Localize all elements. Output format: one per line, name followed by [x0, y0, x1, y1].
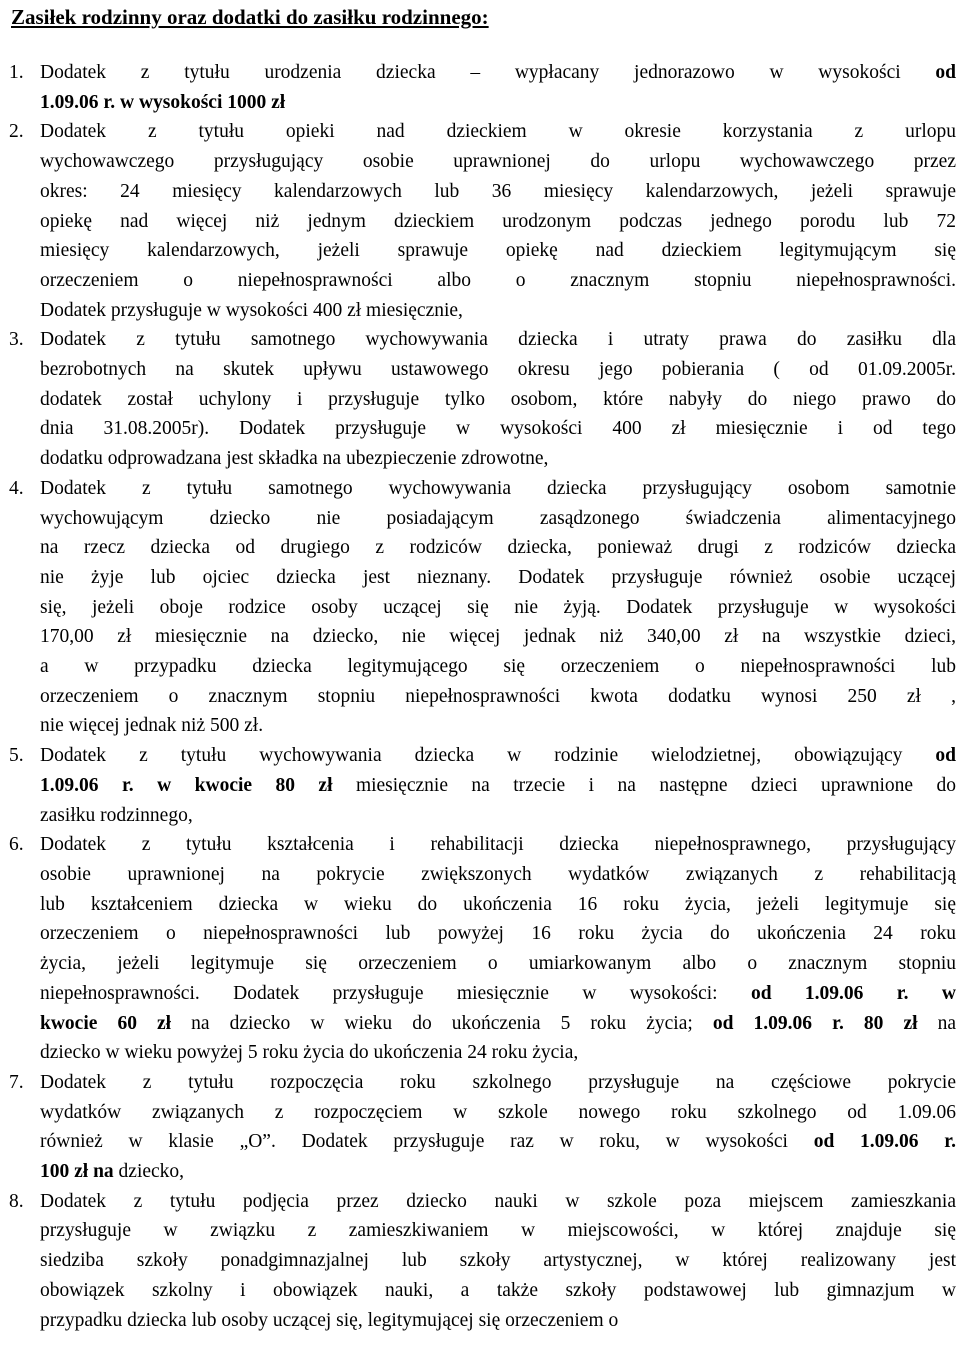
text-line	[40, 236, 956, 266]
benefits-list	[0, 58, 960, 1335]
list-item-number: 7.	[9, 1071, 24, 1093]
text-line	[40, 1276, 956, 1306]
list-item-text	[40, 325, 956, 474]
text-segment: a w przypadku dziecka legitymującego się orzeczeniem o niepełnosprawności lub	[40, 656, 956, 678]
text-segment: Dodatek z tytułu rozpoczęcia roku szkolnego przysługuje na częściowe pokrycie	[40, 1071, 956, 1093]
text-line	[40, 682, 956, 712]
list-item-text	[40, 830, 956, 1068]
bold-text-segment: od 1.09.06 r. w	[750, 982, 956, 1004]
text-segment: wydatków związanych z rozpoczęciem w szkole nowego roku szkolnego od 1.09.06	[40, 1101, 956, 1123]
text-segment: bezrobotnych na skutek upływu ustawowego okresu jego pobierania ( od 01.09.2005r.	[40, 359, 956, 381]
text-segment: siedziba szkoły ponadgimnazjalnej lub szkoły artystycznej, w której realizowany jest	[40, 1250, 956, 1272]
text-line	[40, 504, 956, 534]
text-line	[40, 563, 956, 593]
text-line	[40, 711, 956, 741]
text-line	[40, 919, 956, 949]
text-segment: na dziecko w wieku do ukończenia 5 roku życia;	[171, 1012, 713, 1034]
text-segment: orzeczeniem o znacznym stopniu niepełnosprawności kwota dodatku wynosi 250 zł ,	[40, 685, 956, 707]
text-segment: niepełnosprawności. Dodatek przysługuje miesięcznie w wysokości:	[40, 982, 751, 1004]
text-line	[40, 1246, 956, 1276]
list-item	[0, 1068, 960, 1187]
bold-text-segment: kwocie 60 zł	[40, 1012, 172, 1034]
text-line	[40, 207, 956, 237]
text-line	[40, 1038, 956, 1068]
text-segment: dodatek został uchylony i przysługuje tylko osobom, które nabyły do niego prawo do	[40, 388, 956, 410]
text-line	[40, 117, 956, 147]
text-line	[40, 414, 956, 444]
text-segment: również w klasie „O”. Dodatek przysługuje raz w roku, w wysokości	[40, 1131, 814, 1153]
list-item	[0, 830, 960, 1068]
text-line	[40, 533, 956, 563]
text-segment: opiekę nad więcej niż jednym dzieckiem urodzonym podczas jednego porodu lub 72	[40, 210, 956, 232]
bold-text-segment: od 1.09.06 r. 80 zł	[712, 1012, 918, 1034]
text-line	[40, 325, 956, 355]
text-line	[40, 1127, 956, 1157]
text-segment: zasiłku rodzinnego,	[40, 804, 193, 826]
text-segment: nie żyje lub ojciec dziecka jest nieznany. Dodatek przysługuje również osobie uczącej	[40, 566, 956, 588]
text-line	[40, 860, 956, 890]
list-item-number: 6.	[9, 834, 24, 856]
text-segment: orzeczeniem o niepełnosprawności lub powyżej 16 roku życia do ukończenia 24 roku	[40, 923, 956, 945]
list-item-number: 1.	[9, 62, 24, 83]
list-item-text	[40, 1068, 956, 1187]
text-line	[40, 890, 956, 920]
text-line	[40, 58, 956, 88]
text-line	[40, 385, 956, 415]
list-item-number: 5.	[9, 745, 24, 767]
text-segment: wychowującym dziecko nie posiadającym zasądzonego świadczenia alimentacyjnego	[40, 507, 956, 529]
text-line	[40, 1009, 956, 1039]
text-line	[40, 296, 956, 326]
text-line	[40, 1306, 956, 1336]
bold-text-segment: od	[935, 62, 956, 83]
text-line	[40, 771, 956, 801]
text-line	[40, 147, 956, 177]
list-item-text	[40, 1187, 956, 1336]
text-line	[40, 801, 956, 831]
text-line	[40, 622, 956, 652]
text-segment: Dodatek z tytułu samotnego wychowywania dziecka przysługujący osobom samotnie	[40, 477, 956, 499]
bold-text-segment: od 1.09.06 r.	[813, 1131, 956, 1153]
bold-text-segment: 1.09.06 r. w wysokości 1000 zł	[40, 91, 286, 113]
bold-text-segment: od	[935, 745, 956, 767]
list-item	[0, 1187, 960, 1336]
list-item	[0, 325, 960, 474]
document-heading: Zasiłek rodzinny oraz dodatki do zasiłku rodzinnego:	[11, 5, 489, 29]
text-segment: Dodatek z tytułu kształcenia i rehabilitacji dziecka niepełnosprawnego, przysługujący	[40, 834, 956, 856]
text-segment: Dodatek przysługuje w wysokości 400 zł miesięcznie,	[40, 299, 463, 321]
text-segment: na rzecz dziecka od drugiego z rodziców dziecka, ponieważ drugi z rodziców dziecka	[40, 537, 956, 559]
text-line	[40, 1068, 956, 1098]
text-line	[40, 979, 956, 1009]
text-segment: miesięcy kalendarzowych, jeżeli sprawuje opiekę nad dzieckiem legitymującym się	[40, 240, 956, 262]
text-segment: Dodatek z tytułu wychowywania dziecka w rodzinie wielodzietnej, obowiązujący	[40, 745, 936, 767]
text-segment: dziecko,	[113, 1161, 185, 1183]
list-item-number: 4.	[9, 477, 24, 499]
text-segment: osobie uprawnionej na pokrycie zwiększonych wydatków związanych z rehabilitacją	[40, 863, 956, 885]
list-item-text	[40, 474, 956, 741]
text-line	[40, 88, 956, 118]
list-item	[0, 58, 960, 117]
bold-text-segment: 100 zł na	[40, 1161, 114, 1183]
text-segment: się, jeżeli oboje rodzice osoby uczącej się nie żyją. Dodatek przysługuje w wysokości	[40, 596, 956, 618]
text-line	[40, 593, 956, 623]
text-line	[40, 1157, 956, 1187]
bold-text-segment: 1.09.06 r. w kwocie 80 zł	[40, 774, 333, 796]
text-segment: orzeczeniem o niepełnosprawności albo o znacznym stopniu niepełnosprawności.	[40, 269, 956, 291]
text-segment: przysługuje w związku z zamieszkiwaniem w miejscowości, w której znajduje się	[40, 1220, 956, 1242]
text-segment: okres: 24 miesięcy kalendarzowych lub 36 miesięcy kalendarzowych, jeżeli sprawuje	[40, 180, 956, 202]
text-segment: lub kształceniem dziecka w wieku do ukończenia 16 roku życia, jeżeli legitymuje się	[40, 893, 956, 915]
text-segment: na	[917, 1012, 956, 1034]
text-line	[40, 355, 956, 385]
text-segment: miesięcznie na trzecie i na następne dzieci uprawnione do	[332, 774, 956, 796]
text-line	[40, 1098, 956, 1128]
text-line	[40, 474, 956, 504]
text-line	[40, 1187, 956, 1217]
text-line	[40, 177, 956, 207]
text-line	[40, 266, 956, 296]
text-segment: nie więcej jednak niż 500 zł.	[40, 715, 264, 737]
text-line	[40, 830, 956, 860]
text-segment: dnia 31.08.2005r). Dodatek przysługuje w wysokości 400 zł miesięcznie i od tego	[40, 418, 956, 440]
text-segment: Dodatek z tytułu podjęcia przez dziecko nauki w szkole poza miejscem zamieszkania	[40, 1190, 956, 1212]
text-segment: dodatku odprowadzana jest składka na ubezpieczenie zdrowotne,	[40, 448, 549, 470]
text-segment: Dodatek z tytułu urodzenia dziecka – wypłacany jednorazowo w wysokości	[40, 62, 936, 83]
text-segment: życia, jeżeli legitymuje się orzeczeniem o umiarkowanym albo o znacznym stopniu	[40, 953, 956, 975]
text-segment: obowiązek szkolny i obowiązek nauki, a także szkoły podstawowej lub gimnazjum w	[40, 1279, 956, 1301]
list-item-text	[40, 58, 956, 117]
list-item-text	[40, 741, 956, 830]
text-line	[40, 949, 956, 979]
list-item	[0, 741, 960, 830]
text-line	[40, 652, 956, 682]
text-segment: dziecko w wieku powyżej 5 roku życia do ukończenia 24 roku życia,	[40, 1042, 579, 1064]
text-segment: Dodatek z tytułu opieki nad dzieckiem w okresie korzystania z urlopu	[40, 121, 956, 143]
list-item-number: 2.	[9, 121, 24, 143]
text-segment: przypadku dziecka lub osoby uczącej się, legitymującej się orzeczeniem o	[40, 1309, 619, 1331]
list-item-number: 8.	[9, 1190, 24, 1212]
text-segment: 170,00 zł miesięcznie na dziecko, nie więcej jednak niż 340,00 zł na wszystkie dzieci,	[40, 626, 956, 648]
list-item	[0, 117, 960, 325]
text-line	[40, 444, 956, 474]
list-item-number: 3.	[9, 329, 24, 351]
text-line	[40, 1216, 956, 1246]
list-item-text	[40, 117, 956, 325]
list-item	[0, 474, 960, 741]
text-segment: Dodatek z tytułu samotnego wychowywania dziecka i utraty prawa do zasiłku dla	[40, 329, 956, 351]
text-line	[40, 741, 956, 771]
text-segment: wychowawczego przysługujący osobie uprawnionej do urlopu wychowawczego przez	[40, 151, 956, 173]
